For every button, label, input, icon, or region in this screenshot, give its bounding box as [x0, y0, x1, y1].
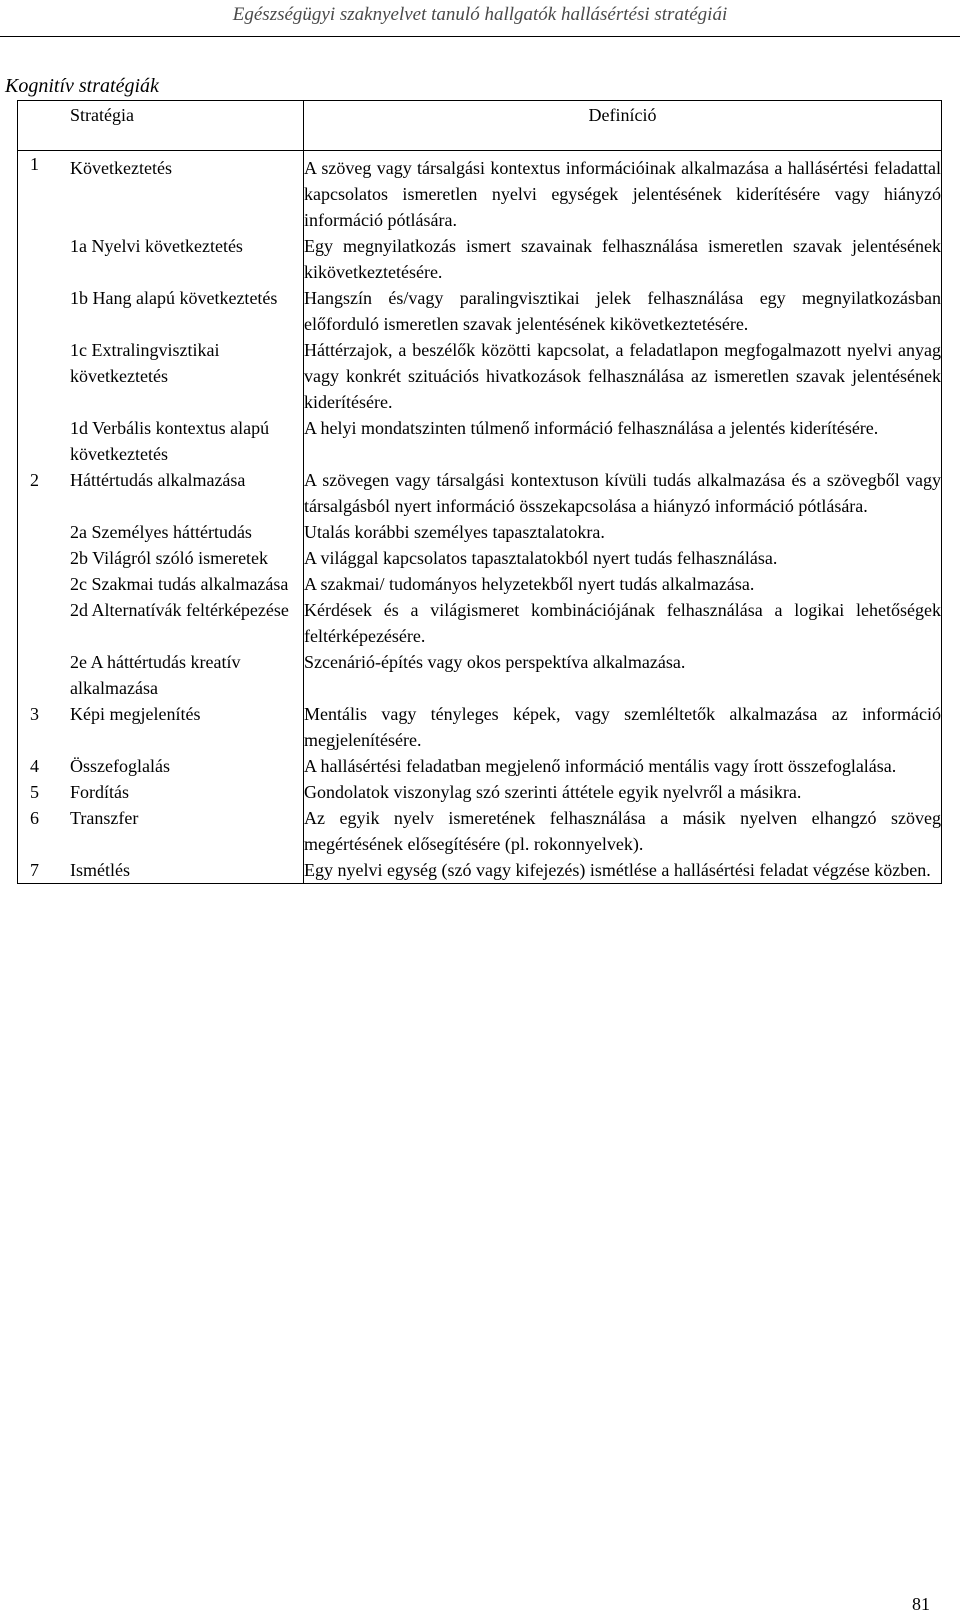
strategy-cell: [18, 519, 304, 545]
definition-cell: Utalás korábbi személyes tapasztalatokra.: [304, 519, 942, 545]
strategy-cell: [18, 151, 304, 234]
table-body: [18, 151, 942, 884]
strategy-cell: [18, 337, 304, 415]
definition-cell: Szcenárió-építés vagy okos perspektíva alkalmazása.: [304, 649, 942, 701]
strategy-number: 6: [30, 808, 39, 828]
strategy-name: 2d Alternatívák feltérképezése: [70, 600, 289, 620]
page-number: 81: [912, 1594, 930, 1614]
strategy-name: Összefoglalás: [70, 756, 170, 776]
strategy-name: Következtetés: [70, 158, 172, 178]
definition-cell: Háttérzajok, a beszélők közötti kapcsolat, a feladatlapon megfogalmazott nyelvi anyag vagy konkrét szituációs hivatkozások felhasználása az ismeretlen szavak jelentésének kiderítésére.: [304, 337, 942, 415]
strategy-name: Ismétlés: [70, 860, 130, 880]
table-row: [18, 805, 942, 857]
strategy-name: Fordítás: [70, 782, 130, 802]
strategy-cell: [18, 753, 304, 779]
strategy-cell: [18, 233, 304, 285]
strategy-cell: [18, 597, 304, 649]
table-row: [18, 597, 942, 649]
table-row: [18, 571, 942, 597]
strategy-name: 2c Szakmai tudás alkalmazása: [70, 574, 289, 594]
strategy-name: 1c Extralingvisztikai következtetés: [70, 340, 220, 386]
table-row: [18, 857, 942, 884]
running-header: Egészségügyi szaknyelvet tanuló hallgatók hallásértési stratégiái: [232, 4, 728, 25]
strategy-cell: [18, 857, 304, 884]
definition-cell: A világgal kapcsolatos tapasztalatokból nyert tudás felhasználása.: [304, 545, 942, 571]
strategy-cell: [18, 701, 304, 753]
table-header-row: [18, 101, 942, 151]
definition-cell: A szövegen vagy társalgási kontextuson kívüli tudás alkalmazása és a szövegből vagy társalgásból nyert információ összekapcsolása a hiányzó információ pótlására.: [304, 467, 942, 519]
strategy-name: 2a Személyes háttértudás: [70, 522, 252, 542]
table-row: [18, 415, 942, 467]
definition-cell: A szöveg vagy társalgási kontextus információinak alkalmazása a hallásértési feladattal kapcsolatos ismeretlen nyelvi egységek jelentésének kiderítésére vagy hiányzó információ pótlására.: [304, 151, 942, 234]
definition-cell: Gondolatok viszonylag szó szerinti áttétele egyik nyelvről a másikra.: [304, 779, 942, 805]
table-row: [18, 467, 942, 519]
strategy-number: 5: [30, 782, 39, 802]
strategy-name: 1b Hang alapú következtetés: [70, 288, 278, 308]
strategy-number: 3: [30, 704, 39, 724]
definition-cell: Egy megnyilatkozás ismert szavainak felhasználása ismeretlen szavak jelentésének kikövetkeztetésére.: [304, 233, 942, 285]
table-row: [18, 649, 942, 701]
strategy-name: 1d Verbális kontextus alapú következtetés: [70, 418, 270, 464]
column-header-strategy: Stratégia: [18, 101, 304, 151]
table-row: [18, 337, 942, 415]
table-row: [18, 519, 942, 545]
strategy-number: 1: [30, 154, 39, 174]
column-header-definition: Definíció: [304, 101, 942, 151]
definition-cell: Az egyik nyelv ismeretének felhasználása a másik nyelven elhangzó szöveg megértésének elősegítésére (pl. rokonnyelvek).: [304, 805, 942, 857]
strategy-name: 2b Világról szóló ismeretek: [70, 548, 269, 568]
definition-cell: A hallásértési feladatban megjelenő információ mentális vagy írott összefoglalása.: [304, 753, 942, 779]
strategy-name: Transzfer: [70, 808, 139, 828]
strategy-cell: [18, 545, 304, 571]
definition-cell: Egy nyelvi egység (szó vagy kifejezés) ismétlése a hallásértési feladat végzése közben.: [304, 857, 942, 884]
table-row: [18, 779, 942, 805]
table-row: [18, 151, 942, 234]
definition-cell: Mentális vagy tényleges képek, vagy szemléltetők alkalmazása az információ megjelenítésére.: [304, 701, 942, 753]
definition-cell: A helyi mondatszinten túlmenő információ felhasználása a jelentés kiderítésére.: [304, 415, 942, 467]
strategy-name: Képi megjelenítés: [70, 704, 201, 724]
strategy-cell: [18, 467, 304, 519]
strategy-cell: [18, 415, 304, 467]
section-heading: Kognitív stratégiák: [5, 75, 159, 97]
table-row: [18, 545, 942, 571]
strategy-table: [17, 100, 942, 884]
strategy-name: 1a Nyelvi következtetés: [70, 236, 243, 256]
header-rule: [0, 36, 960, 37]
strategy-name: 2e A háttértudás kreatív alkalmazása: [70, 652, 241, 698]
strategy-cell: [18, 285, 304, 337]
table-row: [18, 753, 942, 779]
definition-cell: Kérdések és a világismeret kombinációjának felhasználása a logikai lehetőségek feltérképezésére.: [304, 597, 942, 649]
strategy-name: Háttértudás alkalmazása: [70, 470, 246, 490]
definition-cell: A szakmai/ tudományos helyzetekből nyert tudás alkalmazása.: [304, 571, 942, 597]
table-row: [18, 233, 942, 285]
table-row: [18, 701, 942, 753]
strategy-cell: [18, 805, 304, 857]
table-row: [18, 285, 942, 337]
strategy-number: 7: [30, 860, 39, 880]
strategy-number: 2: [30, 470, 39, 490]
strategy-cell: [18, 779, 304, 805]
strategy-number: 4: [30, 756, 39, 776]
definition-cell: Hangszín és/vagy paralingvisztikai jelek felhasználása egy megnyilatkozásban előforduló ismeretlen szavak jelentésének kikövetkeztetésére.: [304, 285, 942, 337]
strategy-cell: [18, 571, 304, 597]
strategy-cell: [18, 649, 304, 701]
